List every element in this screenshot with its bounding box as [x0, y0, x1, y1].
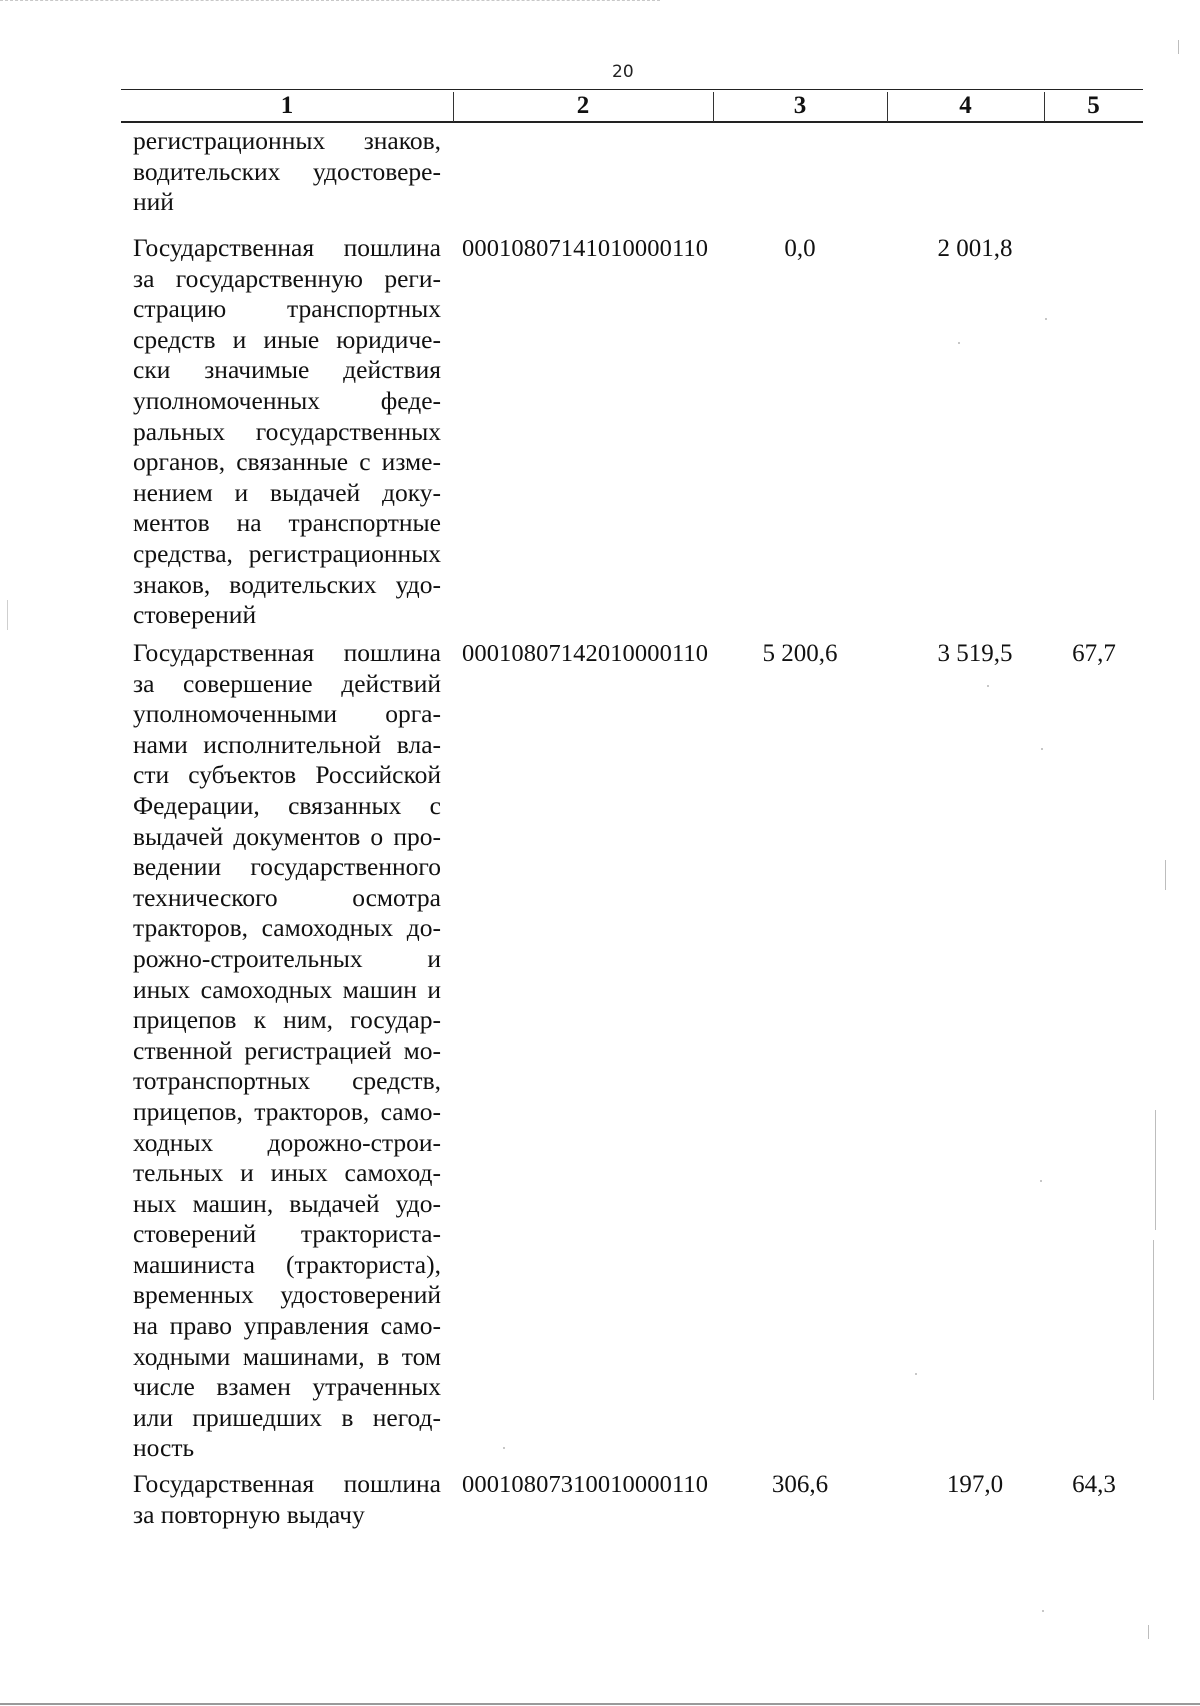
description-line: ний — [133, 187, 174, 217]
value-column-3: 5 200,6 — [762, 640, 838, 667]
description-line: средства, регистрационных — [133, 538, 441, 568]
description-line: тракторов, самоходных до- — [133, 913, 441, 943]
description-line: стоверений тракториста- — [133, 1219, 441, 1249]
description-line: Государственная пошлина — [133, 638, 441, 667]
description-line: за государственную реги- — [133, 263, 441, 293]
value-column-4: 3 519,5 — [937, 640, 1013, 667]
description-line: уполномоченными орга- — [133, 699, 441, 729]
scan-artifact — [1155, 1110, 1156, 1230]
description-line: ных машин, выдачей удо- — [133, 1188, 441, 1218]
scan-artifact — [1045, 318, 1047, 320]
page-number: 20 — [612, 62, 634, 82]
description-line: сти субъектов Российской — [133, 760, 441, 790]
description-line: прицепов к ним, государ- — [133, 1005, 441, 1035]
description-line: страцию транспортных — [133, 294, 441, 324]
description-line: или пришедших в негод- — [133, 1402, 441, 1432]
description-line: ски значимые действия — [133, 355, 441, 385]
value-column-3: 306,6 — [771, 1471, 829, 1498]
value-column-5: 64,3 — [1072, 1471, 1116, 1498]
description-line: рожно-строительных и — [133, 943, 441, 973]
scan-artifact — [958, 342, 960, 344]
description-line: машиниста (тракториста), — [133, 1249, 441, 1279]
scan-artifact — [1178, 40, 1179, 54]
description-line: регистрационных знаков, — [133, 126, 441, 155]
description-line: нением и выдачей доку- — [133, 477, 441, 507]
scan-edge-bottom — [0, 1703, 1200, 1705]
description-line: ходных дорожно-строи- — [133, 1127, 441, 1157]
column-header-2: 2 — [576, 91, 590, 119]
description-line: числе взамен утраченных — [133, 1372, 441, 1402]
description-line: знаков, водительских удо- — [133, 569, 441, 599]
description-line: за повторную выдачу — [133, 1499, 365, 1529]
description-line: временных удостоверений — [133, 1280, 441, 1310]
description-line: Государственная пошлина — [133, 1469, 441, 1498]
description-line: водительских удостовере- — [133, 156, 441, 186]
description-line: ность — [133, 1433, 195, 1463]
row-description — [133, 638, 441, 1464]
description-line: тельных и иных самоход- — [133, 1158, 441, 1188]
description-line: иных самоходных машин и — [133, 974, 441, 1004]
scan-artifact — [1165, 860, 1166, 890]
description-line: на право управления само- — [133, 1311, 441, 1341]
description-line: нами исполнительной вла- — [133, 729, 441, 759]
budget-classification-code: 00010807141010000110 — [462, 235, 709, 262]
description-line: уполномоченных феде- — [133, 385, 441, 415]
value-column-4: 2 001,8 — [937, 235, 1013, 262]
column-header-5: 5 — [1087, 91, 1100, 119]
description-line: ходными машинами, в том — [133, 1341, 441, 1371]
row-description — [133, 1469, 441, 1530]
column-header-3: 3 — [793, 91, 807, 119]
scan-artifact — [1040, 1180, 1042, 1182]
row-description — [133, 233, 441, 631]
row-description — [133, 126, 441, 218]
scan-artifact — [503, 1447, 505, 1449]
description-line: выдачей документов о про- — [133, 821, 441, 851]
description-line: стоверений — [133, 600, 257, 630]
value-column-4: 197,0 — [946, 1471, 1004, 1498]
scan-artifact — [915, 1373, 917, 1375]
description-line: прицепов, тракторов, само- — [133, 1096, 441, 1126]
description-line: Федерации, связанных с — [133, 790, 441, 820]
scan-artifact — [1153, 1240, 1154, 1400]
description-line: органов, связанные с изме- — [133, 447, 441, 477]
scan-artifact — [1041, 748, 1043, 750]
description-line: технического осмотра — [133, 882, 441, 912]
budget-classification-code: 00010807310010000110 — [462, 1471, 709, 1498]
column-header-4: 4 — [959, 91, 972, 119]
scan-artifact — [1148, 1625, 1149, 1639]
description-line: за совершение действий — [133, 668, 441, 698]
scan-artifact — [1042, 1610, 1044, 1612]
budget-classification-code: 00010807142010000110 — [462, 640, 709, 667]
description-line: ментов на транспортные — [133, 508, 441, 538]
scan-artifact — [987, 685, 989, 687]
scan-edge-top — [0, 0, 660, 1]
description-line: Государственная пошлина — [133, 233, 441, 262]
value-column-5: 67,7 — [1072, 640, 1116, 667]
description-line: средств и иные юридиче- — [133, 324, 441, 354]
value-column-3: 0,0 — [784, 235, 816, 262]
column-header-1: 1 — [280, 91, 294, 119]
description-line: ственной регистрацией мо- — [133, 1035, 441, 1065]
scan-edge-left — [7, 600, 8, 630]
description-line: ведении государственного — [133, 852, 441, 882]
description-line: ральных государственных — [133, 416, 441, 446]
description-line: тотранспортных средств, — [133, 1066, 441, 1096]
